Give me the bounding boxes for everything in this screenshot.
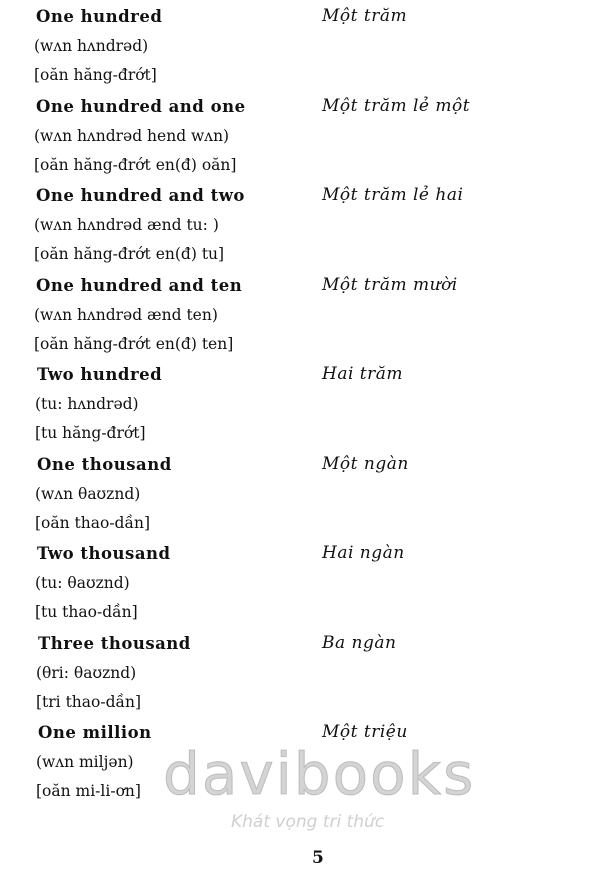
vietnamese-translation: Hai ngàn [322, 543, 405, 563]
ipa-transcription: (wʌn hʌndrəd ænd tu: ) [34, 216, 219, 234]
watermark-tagline: Khát vọng tri thức [231, 812, 385, 832]
ipa-transcription: (tu: hʌndrəd) [35, 395, 139, 413]
ipa-transcription: (tu: θaʊznd) [35, 574, 130, 592]
vietnamese-translation: Hai trăm [322, 364, 404, 384]
vietnamese-pronunciation: [oăn hăng-đrớt en(đ) ten] [34, 334, 234, 353]
ipa-transcription: (wʌn hʌndrəd ænd ten) [34, 305, 218, 324]
ipa-transcription: (wʌn hʌndrəd) [34, 37, 149, 55]
vocab-entry [0, 90, 600, 180]
vietnamese-translation: Một trăm lẻ hai [322, 185, 464, 205]
vocab-entry [0, 448, 600, 538]
page-number: 5 [312, 848, 324, 868]
vietnamese-pronunciation: [tu hăng-đrớt] [35, 424, 146, 442]
vocab-entry [0, 179, 600, 269]
ipa-transcription: (θri: θaʊznd) [36, 663, 137, 682]
vietnamese-translation: Một trăm lẻ một [322, 95, 471, 116]
vietnamese-translation: Một ngàn [322, 453, 409, 474]
ipa-transcription: (wʌn hʌndrəd hend wʌn) [34, 126, 230, 145]
vietnamese-pronunciation: [oăn hăng-đrớt] [34, 66, 157, 84]
vietnamese-translation: Một triệu [322, 722, 408, 742]
english-term: One hundred and two [36, 186, 245, 205]
ipa-transcription: (wʌn θaʊznd) [35, 484, 141, 503]
ipa-transcription: (wʌn miljən) [36, 753, 134, 771]
vocab-entry [0, 358, 600, 448]
vietnamese-pronunciation: [oăn thao-dần] [35, 513, 151, 532]
english-term: One hundred [36, 7, 163, 26]
vietnamese-translation: Một trăm mười [322, 274, 458, 295]
english-term: One thousand [37, 454, 172, 474]
english-term: One million [38, 723, 152, 742]
vocab-entry [0, 269, 600, 359]
vietnamese-translation: Ba ngàn [322, 632, 397, 653]
vietnamese-pronunciation: [oăn hăng-đrớt en(đ) oăn] [34, 155, 237, 174]
english-term: One hundred and one [36, 96, 246, 116]
vocab-entry [0, 627, 600, 717]
english-term: Two hundred [37, 365, 163, 384]
vocab-entry [0, 537, 600, 627]
watermark-brand: davibooks [163, 740, 476, 808]
vietnamese-pronunciation: [tu thao-dần] [35, 603, 138, 621]
vietnamese-translation: Một trăm [322, 6, 408, 26]
english-term: Two thousand [37, 544, 171, 563]
vocab-entry [0, 0, 600, 90]
publisher-watermark [163, 740, 476, 840]
english-term: One hundred and ten [36, 275, 243, 295]
vietnamese-pronunciation: [oăn mi-li-ơn] [36, 782, 141, 800]
vietnamese-pronunciation: [tri thao-dần] [36, 692, 142, 711]
vietnamese-pronunciation: [oăn hăng-đrớt en(đ) tu] [34, 245, 225, 263]
english-term: Three thousand [38, 633, 191, 653]
